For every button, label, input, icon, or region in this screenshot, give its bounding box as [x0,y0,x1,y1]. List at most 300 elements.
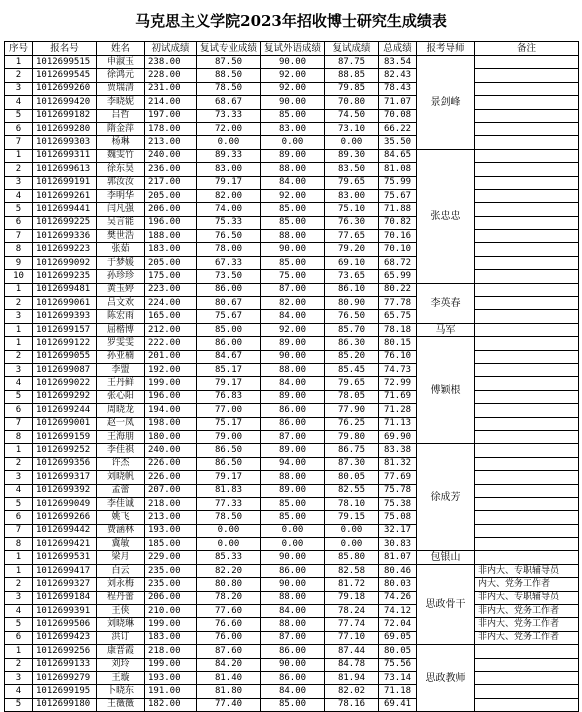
cell-total-score: 74.73 [379,363,417,376]
cell-initial-score: 197.00 [145,109,197,122]
cell-initial-score: 240.00 [145,149,197,162]
cell-remarks: 非内大、党务工作者 [475,605,579,618]
cell-seq: 4 [5,484,33,497]
cell-remarks [475,230,579,243]
table-row [5,176,579,189]
table-row [5,551,579,564]
cell-language-score: 86.00 [261,645,325,658]
cell-retest-score: 78.24 [325,605,379,618]
cell-name: 王侠 [97,605,145,618]
header-name: 姓名 [97,42,145,56]
cell-remarks [475,243,579,256]
cell-specialty-score: 81.83 [197,484,261,497]
cell-reg-no: 1012699159 [33,430,97,443]
cell-retest-score: 76.25 [325,417,379,430]
cell-remarks [475,645,579,658]
cell-reg-no: 1012699055 [33,350,97,363]
cell-total-score: 71.07 [379,96,417,109]
cell-initial-score: 192.00 [145,363,197,376]
cell-reg-no: 1012699266 [33,511,97,524]
cell-remarks [475,457,579,470]
cell-seq: 7 [5,524,33,537]
cell-retest-score: 86.10 [325,283,379,296]
table-row [5,524,579,537]
cell-retest-score: 0.00 [325,136,379,149]
cell-name: 郭汝汝 [97,176,145,189]
cell-language-score: 86.00 [261,404,325,417]
cell-mentor: 包银山 [417,551,475,564]
cell-retest-score: 82.55 [325,484,379,497]
cell-specialty-score: 74.00 [197,203,261,216]
cell-name: 许杰 [97,457,145,470]
cell-remarks [475,203,579,216]
cell-remarks: 非内大、专职辅导员 [475,591,579,604]
table-row [5,283,579,296]
cell-total-score: 81.08 [379,163,417,176]
cell-name: 刘晓琳 [97,618,145,631]
cell-mentor: 李英春 [417,283,475,323]
cell-name: 李晓妮 [97,96,145,109]
cell-retest-score: 79.20 [325,243,379,256]
cell-seq: 7 [5,230,33,243]
cell-retest-score: 70.80 [325,96,379,109]
cell-retest-score: 82.58 [325,564,379,577]
cell-initial-score: 182.00 [145,698,197,711]
cell-language-score: 89.00 [261,484,325,497]
cell-seq: 6 [5,404,33,417]
cell-initial-score: 226.00 [145,471,197,484]
cell-total-score: 78.18 [379,323,417,336]
cell-mentor: 景剑峰 [417,56,475,150]
cell-retest-score: 88.85 [325,69,379,82]
cell-language-score: 86.00 [261,564,325,577]
cell-initial-score: 194.00 [145,404,197,417]
cell-mentor: 徐成芳 [417,444,475,551]
cell-specialty-score: 77.00 [197,404,261,417]
table-row [5,377,579,390]
cell-specialty-score: 85.00 [197,323,261,336]
header-retest-score: 复试成绩 [325,42,379,56]
cell-language-score: 90.00 [261,551,325,564]
cell-initial-score: 231.00 [145,82,197,95]
cell-retest-score: 79.85 [325,82,379,95]
cell-seq: 5 [5,618,33,631]
cell-seq: 7 [5,136,33,149]
header-seq: 序号 [5,42,33,56]
cell-initial-score: 188.00 [145,230,197,243]
cell-remarks [475,430,579,443]
cell-specialty-score: 75.33 [197,216,261,229]
cell-retest-score: 87.44 [325,645,379,658]
cell-specialty-score: 86.00 [197,337,261,350]
cell-name: 贾瑞清 [97,82,145,95]
cell-remarks [475,538,579,551]
cell-reg-no: 1012699223 [33,243,97,256]
cell-reg-no: 1012699317 [33,471,97,484]
cell-language-score: 88.00 [261,363,325,376]
cell-mentor: 思政骨干 [417,564,475,644]
cell-language-score: 85.00 [261,216,325,229]
cell-initial-score: 213.00 [145,511,197,524]
table-row [5,645,579,658]
cell-seq: 3 [5,591,33,604]
cell-initial-score: 238.00 [145,56,197,69]
cell-specialty-score: 84.20 [197,658,261,671]
cell-reg-no: 1012699252 [33,444,97,457]
cell-retest-score: 87.30 [325,457,379,470]
cell-total-score: 74.26 [379,591,417,604]
cell-language-score: 92.00 [261,69,325,82]
cell-retest-score: 87.75 [325,56,379,69]
cell-initial-score: 205.00 [145,189,197,202]
cell-initial-score: 205.00 [145,256,197,269]
cell-specialty-score: 86.50 [197,444,261,457]
table-row [5,390,579,403]
cell-remarks [475,176,579,189]
cell-reg-no: 1012699122 [33,337,97,350]
cell-remarks: 非内大、党务工作者 [475,618,579,631]
cell-language-score: 75.00 [261,270,325,283]
cell-seq: 5 [5,390,33,403]
cell-total-score: 70.08 [379,109,417,122]
cell-language-score: 85.00 [261,698,325,711]
cell-remarks [475,337,579,350]
cell-retest-score: 89.30 [325,149,379,162]
cell-seq: 4 [5,377,33,390]
cell-retest-score: 76.50 [325,310,379,323]
cell-retest-score: 77.65 [325,230,379,243]
cell-initial-score: 236.00 [145,163,197,176]
header-specialty-score: 复试专业成绩 [197,42,261,56]
cell-language-score: 0.00 [261,136,325,149]
cell-specialty-score: 76.60 [197,618,261,631]
table-row [5,618,579,631]
cell-seq: 1 [5,564,33,577]
header-remarks: 备注 [475,42,579,56]
cell-reg-no: 1012699191 [33,176,97,189]
cell-specialty-score: 79.17 [197,471,261,484]
cell-specialty-score: 87.60 [197,645,261,658]
cell-reg-no: 1012699391 [33,605,97,618]
cell-seq: 6 [5,511,33,524]
cell-language-score: 85.00 [261,511,325,524]
cell-name: 冀敏 [97,538,145,551]
cell-specialty-score: 83.00 [197,163,261,176]
cell-remarks [475,471,579,484]
cell-language-score: 89.00 [261,444,325,457]
cell-retest-score: 83.00 [325,189,379,202]
cell-specialty-score: 68.67 [197,96,261,109]
cell-reg-no: 1012699292 [33,390,97,403]
cell-seq: 8 [5,243,33,256]
cell-reg-no: 1012699235 [33,270,97,283]
cell-retest-score: 81.72 [325,578,379,591]
cell-seq: 2 [5,163,33,176]
cell-language-score: 85.00 [261,203,325,216]
cell-language-score: 84.00 [261,176,325,189]
cell-language-score: 88.00 [261,163,325,176]
cell-initial-score: 193.00 [145,671,197,684]
table-row [5,230,579,243]
cell-remarks [475,350,579,363]
cell-initial-score: 183.00 [145,631,197,644]
table-row [5,216,579,229]
header-language-score: 复试外语成绩 [261,42,325,56]
cell-specialty-score: 80.80 [197,578,261,591]
cell-remarks [475,417,579,430]
table-row [5,96,579,109]
cell-name: 孙珍珍 [97,270,145,283]
cell-reg-no: 1012699182 [33,109,97,122]
cell-name: 王海朋 [97,430,145,443]
table-row [5,297,579,310]
cell-reg-no: 1012699001 [33,417,97,430]
cell-specialty-score: 89.33 [197,149,261,162]
cell-retest-score: 76.30 [325,216,379,229]
cell-language-score: 90.00 [261,350,325,363]
table-row [5,350,579,363]
cell-retest-score: 78.10 [325,497,379,510]
cell-remarks [475,671,579,684]
cell-initial-score: 196.00 [145,390,197,403]
cell-reg-no: 1012699441 [33,203,97,216]
cell-language-score: 92.00 [261,323,325,336]
cell-remarks [475,149,579,162]
cell-seq: 1 [5,645,33,658]
cell-language-score: 92.00 [261,189,325,202]
cell-seq: 1 [5,551,33,564]
header-total-score: 总成绩 [379,42,417,56]
cell-retest-score: 77.90 [325,404,379,417]
cell-language-score: 83.00 [261,122,325,135]
cell-specialty-score: 75.67 [197,310,261,323]
cell-name: 刘玲 [97,658,145,671]
cell-language-score: 84.00 [261,377,325,390]
cell-remarks [475,524,579,537]
cell-language-score: 84.00 [261,605,325,618]
score-table [4,41,579,712]
cell-name: 王薇薇 [97,698,145,711]
table-row [5,310,579,323]
cell-remarks [475,283,579,296]
table-row [5,243,579,256]
cell-reg-no: 1012699421 [33,538,97,551]
cell-language-score: 87.00 [261,283,325,296]
cell-retest-score: 73.10 [325,122,379,135]
cell-initial-score: 212.00 [145,323,197,336]
cell-specialty-score: 81.40 [197,671,261,684]
cell-total-score: 77.69 [379,471,417,484]
cell-specialty-score: 76.50 [197,230,261,243]
cell-language-score: 90.00 [261,96,325,109]
cell-total-score: 75.99 [379,176,417,189]
cell-remarks [475,256,579,269]
cell-initial-score: 180.00 [145,430,197,443]
cell-name: 罗雯雯 [97,337,145,350]
cell-initial-score: 224.00 [145,297,197,310]
cell-name: 李盟 [97,363,145,376]
cell-seq: 2 [5,69,33,82]
cell-seq: 8 [5,538,33,551]
cell-reg-no: 1012699256 [33,645,97,658]
cell-remarks: 内大、党务工作者 [475,578,579,591]
cell-retest-score: 85.20 [325,350,379,363]
table-row [5,685,579,698]
cell-total-score: 71.18 [379,685,417,698]
cell-specialty-score: 87.50 [197,56,261,69]
cell-retest-score: 80.05 [325,471,379,484]
cell-remarks [475,404,579,417]
cell-reg-no: 1012699327 [33,578,97,591]
cell-retest-score: 79.65 [325,377,379,390]
cell-retest-score: 79.80 [325,430,379,443]
cell-specialty-score: 0.00 [197,136,261,149]
cell-seq: 1 [5,323,33,336]
table-row [5,337,579,350]
cell-specialty-score: 67.33 [197,256,261,269]
cell-name: 吴言能 [97,216,145,229]
cell-name: 赵一凤 [97,417,145,430]
cell-total-score: 77.78 [379,297,417,310]
cell-seq: 7 [5,417,33,430]
header-row [5,42,579,56]
cell-specialty-score: 0.00 [197,524,261,537]
cell-total-score: 82.43 [379,69,417,82]
table-row [5,149,579,162]
cell-retest-score: 78.05 [325,390,379,403]
cell-seq: 2 [5,457,33,470]
cell-language-score: 90.00 [261,243,325,256]
cell-seq: 4 [5,685,33,698]
cell-name: 王丹鲜 [97,377,145,390]
cell-total-score: 65.75 [379,310,417,323]
cell-remarks [475,323,579,336]
cell-remarks [475,136,579,149]
cell-specialty-score: 79.17 [197,377,261,390]
cell-remarks [475,444,579,457]
cell-seq: 2 [5,297,33,310]
cell-reg-no: 1012699392 [33,484,97,497]
cell-specialty-score: 82.20 [197,564,261,577]
cell-retest-score: 83.50 [325,163,379,176]
cell-total-score: 71.88 [379,203,417,216]
cell-initial-score: 183.00 [145,243,197,256]
table-row [5,591,579,604]
cell-total-score: 80.46 [379,564,417,577]
cell-total-score: 80.22 [379,283,417,296]
cell-initial-score: 214.00 [145,96,197,109]
cell-reg-no: 1012699515 [33,56,97,69]
table-row [5,122,579,135]
cell-name: 孟蕾 [97,484,145,497]
cell-reg-no: 1012699225 [33,216,97,229]
cell-reg-no: 1012699092 [33,256,97,269]
cell-initial-score: 240.00 [145,444,197,457]
table-row [5,417,579,430]
cell-specialty-score: 88.50 [197,69,261,82]
table-row [5,109,579,122]
cell-seq: 6 [5,631,33,644]
cell-retest-score: 79.18 [325,591,379,604]
cell-seq: 1 [5,283,33,296]
cell-language-score: 86.00 [261,671,325,684]
cell-reg-no: 1012699442 [33,524,97,537]
cell-retest-score: 0.00 [325,524,379,537]
cell-total-score: 80.15 [379,337,417,350]
cell-remarks [475,122,579,135]
cell-initial-score: 217.00 [145,176,197,189]
cell-total-score: 70.10 [379,243,417,256]
cell-total-score: 65.99 [379,270,417,283]
cell-specialty-score: 77.60 [197,605,261,618]
cell-name: 吕哲 [97,109,145,122]
cell-initial-score: 206.00 [145,203,197,216]
cell-total-score: 75.56 [379,658,417,671]
cell-remarks [475,390,579,403]
cell-name: 魏雯竹 [97,149,145,162]
cell-total-score: 78.43 [379,82,417,95]
cell-initial-score: 235.00 [145,564,197,577]
cell-total-score: 81.32 [379,457,417,470]
table-row [5,82,579,95]
cell-specialty-score: 78.50 [197,511,261,524]
cell-specialty-score: 0.00 [197,538,261,551]
cell-reg-no: 1012699157 [33,323,97,336]
cell-total-score: 72.04 [379,618,417,631]
cell-total-score: 70.16 [379,230,417,243]
table-row [5,564,579,577]
cell-specialty-score: 80.67 [197,297,261,310]
cell-remarks [475,658,579,671]
cell-language-score: 89.00 [261,390,325,403]
cell-remarks [475,363,579,376]
cell-specialty-score: 76.00 [197,631,261,644]
cell-initial-score: 218.00 [145,497,197,510]
cell-language-score: 90.00 [261,658,325,671]
cell-retest-score: 86.75 [325,444,379,457]
cell-name: 王璇 [97,671,145,684]
cell-total-score: 71.69 [379,390,417,403]
cell-seq: 2 [5,350,33,363]
cell-name: 费涵林 [97,524,145,537]
cell-initial-score: 191.00 [145,685,197,698]
cell-reg-no: 1012699531 [33,551,97,564]
cell-seq: 4 [5,189,33,202]
cell-specialty-score: 85.17 [197,363,261,376]
cell-specialty-score: 77.40 [197,698,261,711]
cell-name: 刘永梅 [97,578,145,591]
cell-specialty-score: 81.80 [197,685,261,698]
cell-seq: 3 [5,82,33,95]
table-body [5,56,579,712]
cell-name: 张心阳 [97,390,145,403]
cell-mentor: 傅颖根 [417,337,475,444]
cell-remarks [475,310,579,323]
cell-reg-no: 1012699180 [33,698,97,711]
cell-initial-score: 228.00 [145,69,197,82]
table-row [5,256,579,269]
cell-total-score: 32.17 [379,524,417,537]
cell-specialty-score: 86.50 [197,457,261,470]
table-row [5,658,579,671]
cell-reg-no: 1012699613 [33,163,97,176]
cell-reg-no: 1012699545 [33,69,97,82]
cell-specialty-score: 79.00 [197,430,261,443]
cell-language-score: 90.00 [261,578,325,591]
table-row [5,136,579,149]
cell-name: 屈楷博 [97,323,145,336]
cell-total-score: 69.05 [379,631,417,644]
